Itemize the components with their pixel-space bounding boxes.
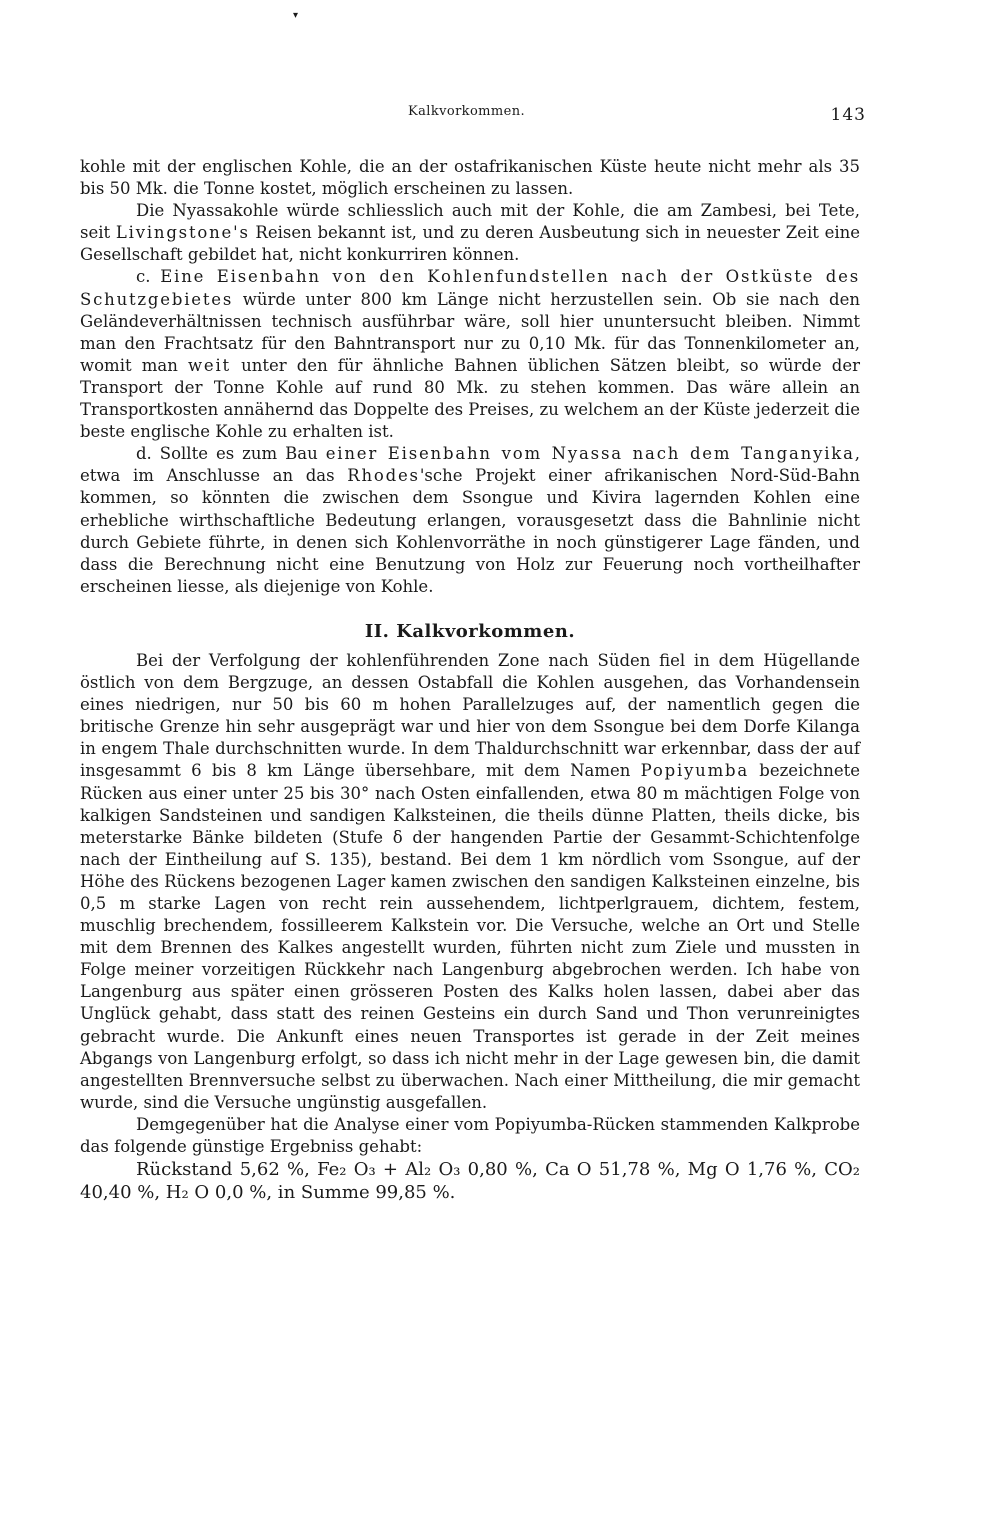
- analysis-formula: Rückstand 5,62 %, Fe₂ O₃ + Al₂ O₃ 0,80 %, Ca O 51,78 %, Mg O 1,76 %, CO₂ 40,40 %, H₂ O 0,0 %, in Summe 99,85 %.: [80, 1159, 860, 1204]
- paragraph: [80, 266, 860, 443]
- paragraph: kohle mit der englischen Kohle, die an der ostafrikanischen Küste heute nicht mehr als 35 bis 50 Mk. die Tonne kostet, möglich erscheinen zu lassen.: [80, 157, 860, 199]
- paragraph: Demgegenüber hat die Analyse einer vom Popiyumba-Rücken stammenden Kalkprobe das folgende günstige Ergebniss gehabt:: [80, 1114, 860, 1157]
- page-number: 143: [830, 105, 866, 125]
- text-column: [80, 156, 860, 1204]
- section-heading: II. Kalkvorkommen.: [364, 620, 576, 642]
- spaced-name: Popiyumba: [640, 761, 750, 781]
- top-mark: ▾: [293, 10, 299, 21]
- spaced-name: Rhodes: [347, 466, 420, 486]
- paragraph: [80, 200, 860, 266]
- spaced-emphasis: weit: [187, 355, 231, 375]
- paragraph-text: , etwa im Anschlusse an das: [80, 444, 860, 486]
- paragraph-text: d. Sollte es zum Bau: [136, 444, 326, 464]
- spaced-name: Livingstone's: [115, 223, 250, 243]
- paragraph: [80, 650, 860, 1114]
- paragraph-text: unter den für ähnliche Bahnen üblichen Sätzen bleibt, so würde der Transport der Tonne Kohle auf rund 80 Mk. zu stehen kommen. Das wäre allein an Transportkosten annähernd das Doppelte des Preises, zu welchem an der Küste jederzeit die beste englische Kohle zu erhalten ist.: [80, 355, 860, 442]
- spaced-emphasis: Eine Eisenbahn von den Kohlenfundstellen nach der Ostküste des Schutzgebietes: [80, 267, 860, 309]
- paragraph: [80, 443, 860, 598]
- running-head: Kalkvorkommen.: [408, 104, 526, 119]
- paragraph-text: Bei der Verfolgung der kohlenführenden Zone nach Süden fiel in dem Hügellande östlich von dem Bergzuge, an dessen Ostabfall die Kohlen ausgehen, das Vorhandensein eines niedrigen, nur 50 bis 60 m hohen Parallelzuges auf, der namentlich gegen die britische Grenze hin sehr ausgeprägt war und hier von dem Ssongue bei dem Dorfe Kilanga in engem Thale durchschnitten wurde. In dem Thaldurchschnitt war erkennbar, dass der auf insgesammt 6 bis 8 km Länge übersehbare, mit dem Namen: [80, 650, 860, 781]
- paragraph-text: 'sche Projekt einer afrikanischen Nord-Süd-Bahn kommen, so könnten die zwischen dem Ssongue und Kivira lagernden Kohlen eine erhebliche wirthschaftliche Bedeutung erlangen, vorausgesetzt dass die Bahnlinie nicht durch Gebiete führte, in denen sich Kohlenvorräthe in noch günstigerer Lage fänden, und dass die Berechnung nicht eine Benutzung von Holz zur Feuerung noch vortheilhafter erscheinen liesse, als diejenige von Kohle.: [80, 466, 860, 596]
- paragraph-text: bezeichnete Rücken aus einer unter 25 bis 30° nach Osten einfallenden, etwa 80 m mächtigen Folge von kalkigen Sandsteinen und sandigen Kalksteinen, die theils dünne Platten, theils dicke, bis meterstarke Bänke bildeten (Stufe δ der hangenden Partie der Gesammt-Schichtenfolge nach der Eintheilung auf S. 135), bestand. Bei dem 1 km nördlich vom Ssongue, auf der Höhe des Rückens bezogenen Lager kamen zwischen den sandigen Kalksteinen einzelne, bis 0,5 m starke Lagen von recht rein aussehendem, lichtperlgrauem, dichtem, festem, muschlig brechendem, fossilleerem Kalkstein vor. Die Versuche, welche an Ort und Stelle mit dem Brennen des Kalkes angestellt wurden, führten nicht zum Ziele und mussten in Folge meiner vorzeitigen Rückkehr nach Langenburg abgebrochen werden. Ich habe von Langenburg aus später einen grösseren Posten des Kalks holen lassen, dabei aber das Unglück gehabt, dass statt des reinen Gesteins ein durch Sand und Thon verunreinigtes gebracht wurde. Die Ankunft eines neuen Transportes ist gerade in der Zeit meines Abgangs von Langenburg erfolgt, so dass ich nicht mehr in der Lage gewesen bin, die damit angestellten Brennversuche selbst zu überwachen. Nach einer Mittheilung, die mir gemacht wurde, sind die Versuche ungünstig ausgefallen.: [80, 761, 860, 1112]
- paragraph-text: Die Nyassakohle würde schliesslich auch mit der Kohle, die am Zambesi, bei Tete, seit: [80, 201, 860, 243]
- paragraph-text: würde unter 800 km Länge nicht herzustellen sein. Ob sie nach den Geländeverhältnissen technisch ausführbar wäre, soll hier ununtersucht bleiben. Nimmt man den Frachtsatz für den Bahntransport nur zu 0,10 Mk. für das Tonnenkilometer an, womit man: [80, 289, 860, 375]
- page-header: [80, 104, 866, 128]
- paragraph-text: Reisen bekannt ist, und zu deren Ausbeutung sich in neuester Zeit eine Gesellschaft gebildet hat, nicht konkurriren können.: [80, 223, 860, 265]
- spaced-emphasis: einer Eisenbahn vom Nyassa nach dem Tanganyika: [325, 444, 855, 464]
- paragraph-text: c.: [136, 267, 161, 287]
